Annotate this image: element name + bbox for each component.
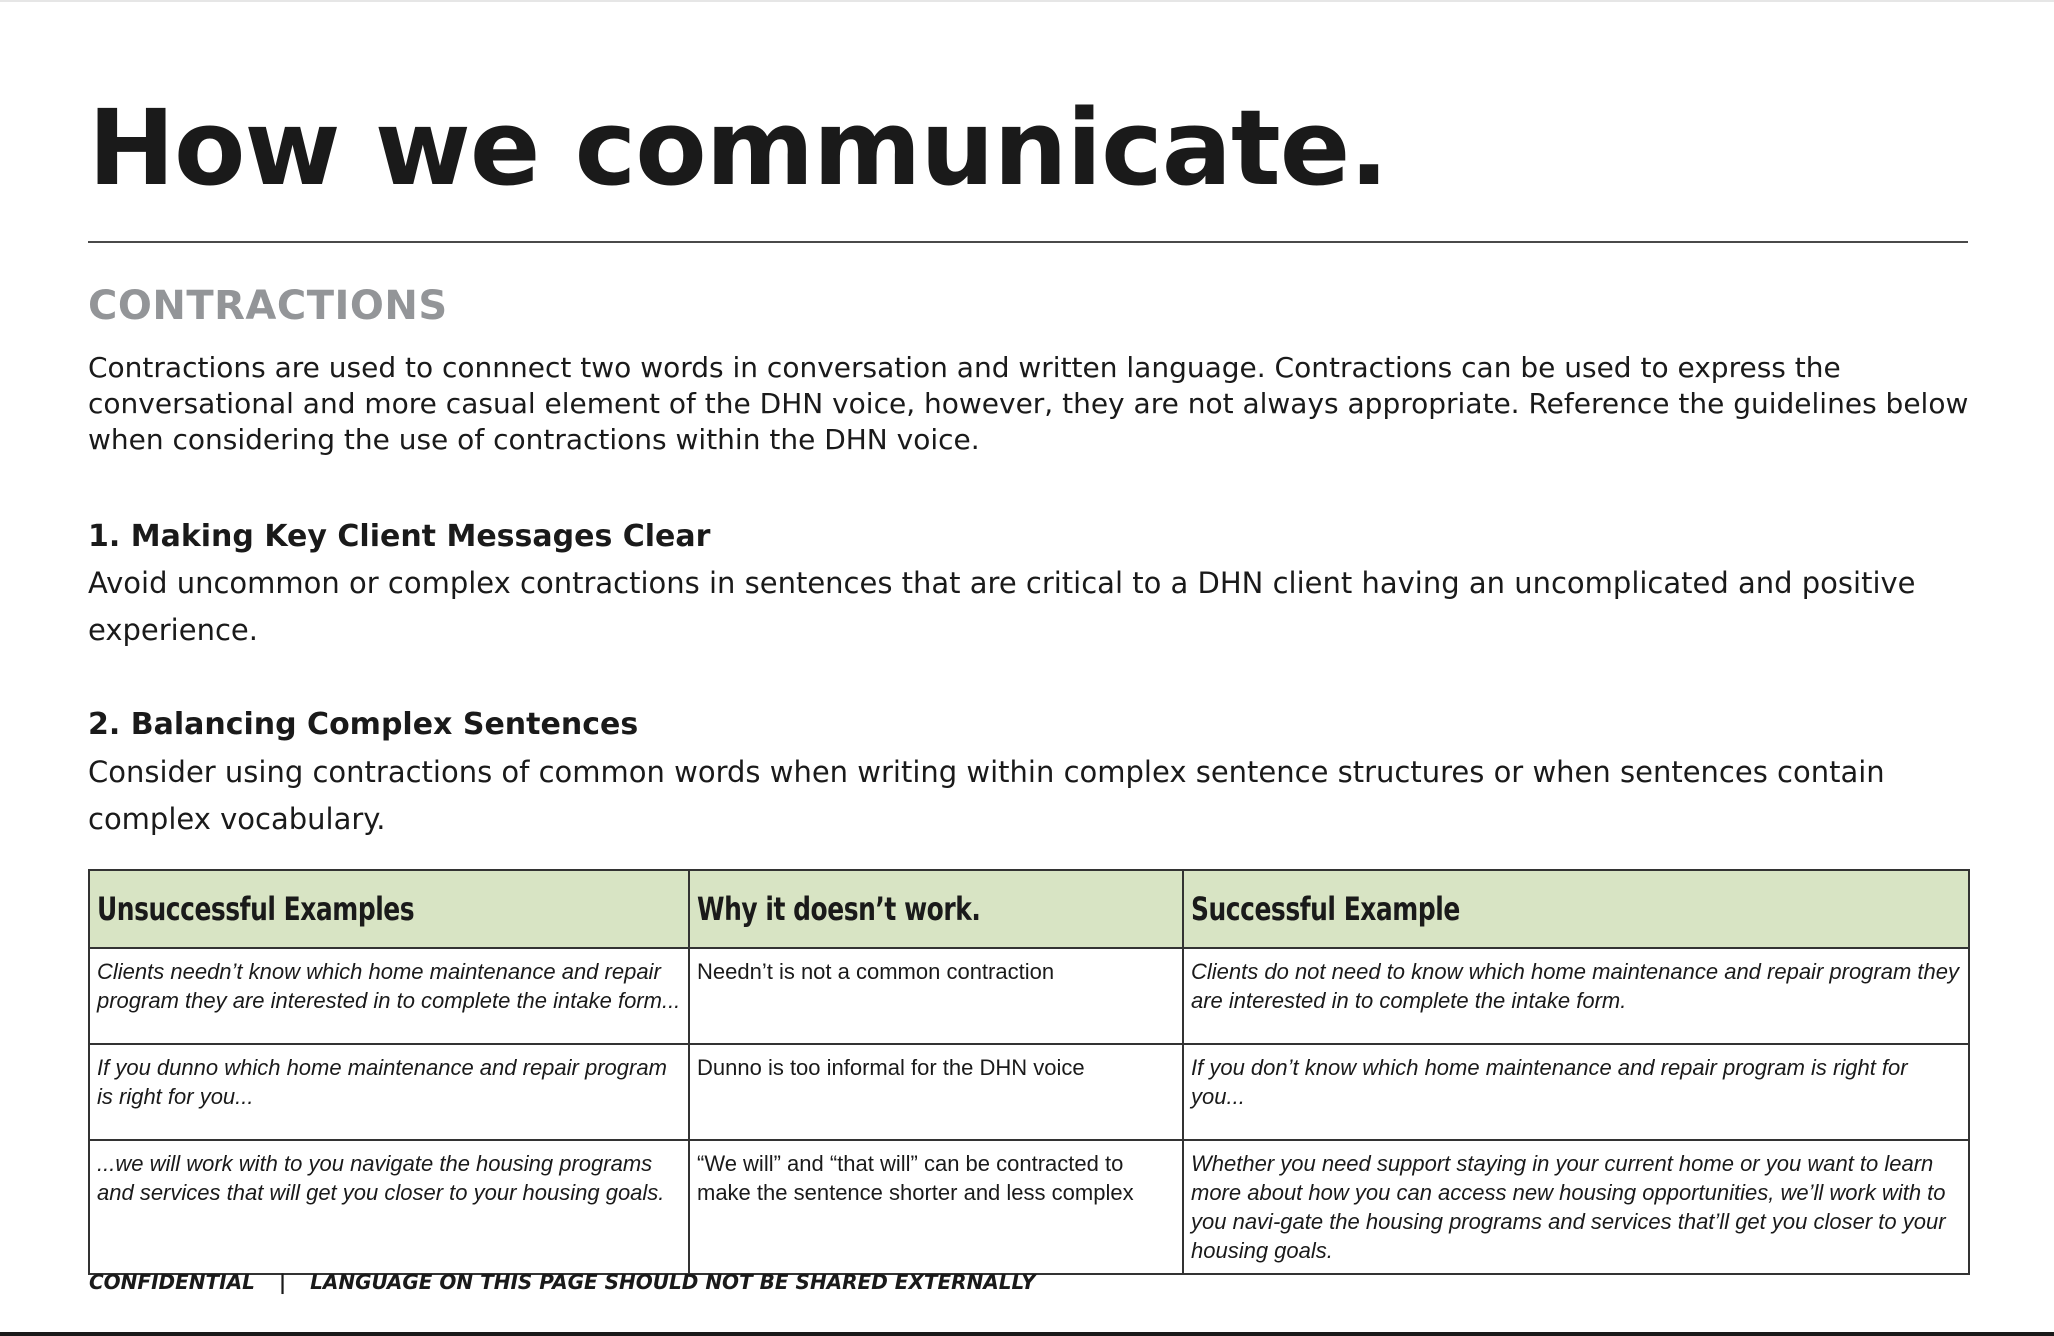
guideline-heading-2: 2. Balancing Complex Sentences bbox=[88, 707, 639, 742]
column-header-why: Why it doesn’t work. bbox=[689, 870, 1183, 948]
bottom-border bbox=[0, 1332, 2054, 1336]
confidentiality-footer bbox=[89, 1270, 1036, 1294]
section-heading: CONTRACTIONS bbox=[88, 283, 448, 329]
intro-paragraph: Contractions are used to connnect two words in conversation and written language. Contractions can be used to express the conversational and more casual element of the DHN voice, however, they are not always appropriate. Reference the guidelines below when considering the use of contractions within the DHN voice. bbox=[88, 351, 1969, 456]
successful-example-cell: Whether you need support staying in your current home or you want to learn more about how you can access new housing opportunities, we’ll work with to you navi-gate the housing programs and services that’ll get you closer to your housing goals. bbox=[1183, 1140, 1969, 1274]
footer-confidential: CONFIDENTIAL bbox=[89, 1270, 255, 1294]
footer-notice: LANGUAGE ON THIS PAGE SHOULD NOT BE SHARED EXTERNALLY bbox=[310, 1270, 1036, 1294]
guideline-heading-1: 1. Making Key Client Messages Clear bbox=[88, 519, 711, 554]
table-row bbox=[89, 948, 1969, 1044]
table-row bbox=[89, 1140, 1969, 1274]
footer-separator: | bbox=[278, 1270, 287, 1294]
successful-example-cell: Clients do not need to know which home maintenance and repair program they are interested in to complete the intake form. bbox=[1183, 948, 1969, 1044]
page-title: How we communicate. bbox=[88, 87, 1388, 209]
column-header-unsuccessful: Unsuccessful Examples bbox=[89, 870, 689, 948]
table-row bbox=[89, 1044, 1969, 1140]
title-divider bbox=[88, 241, 1968, 243]
column-header-successful: Successful Example bbox=[1183, 870, 1969, 948]
unsuccessful-example-cell: ...we will work with to you navigate the housing programs and services that will get you closer to your housing goals. bbox=[89, 1140, 689, 1274]
reason-cell: Needn’t is not a common contraction bbox=[689, 948, 1183, 1044]
examples-table bbox=[88, 869, 1970, 1275]
guideline-body-1: Avoid uncommon or complex contractions in sentences that are critical to a DHN client having an uncomplicated and positive experience. bbox=[88, 566, 1916, 647]
table-header-row bbox=[89, 870, 1969, 948]
reason-cell: “We will” and “that will” can be contracted to make the sentence shorter and less complex bbox=[689, 1140, 1183, 1274]
unsuccessful-example-cell: Clients needn’t know which home maintenance and repair program they are interested in to complete the intake form... bbox=[89, 948, 689, 1044]
guideline-body-2: Consider using contractions of common words when writing within complex sentence structures or when sentences contain complex vocabulary. bbox=[88, 755, 1885, 836]
successful-example-cell: If you don’t know which home maintenance and repair program is right for you... bbox=[1183, 1044, 1969, 1140]
top-border bbox=[0, 0, 2054, 2]
unsuccessful-example-cell: If you dunno which home maintenance and repair program is right for you... bbox=[89, 1044, 689, 1140]
reason-cell: Dunno is too informal for the DHN voice bbox=[689, 1044, 1183, 1140]
